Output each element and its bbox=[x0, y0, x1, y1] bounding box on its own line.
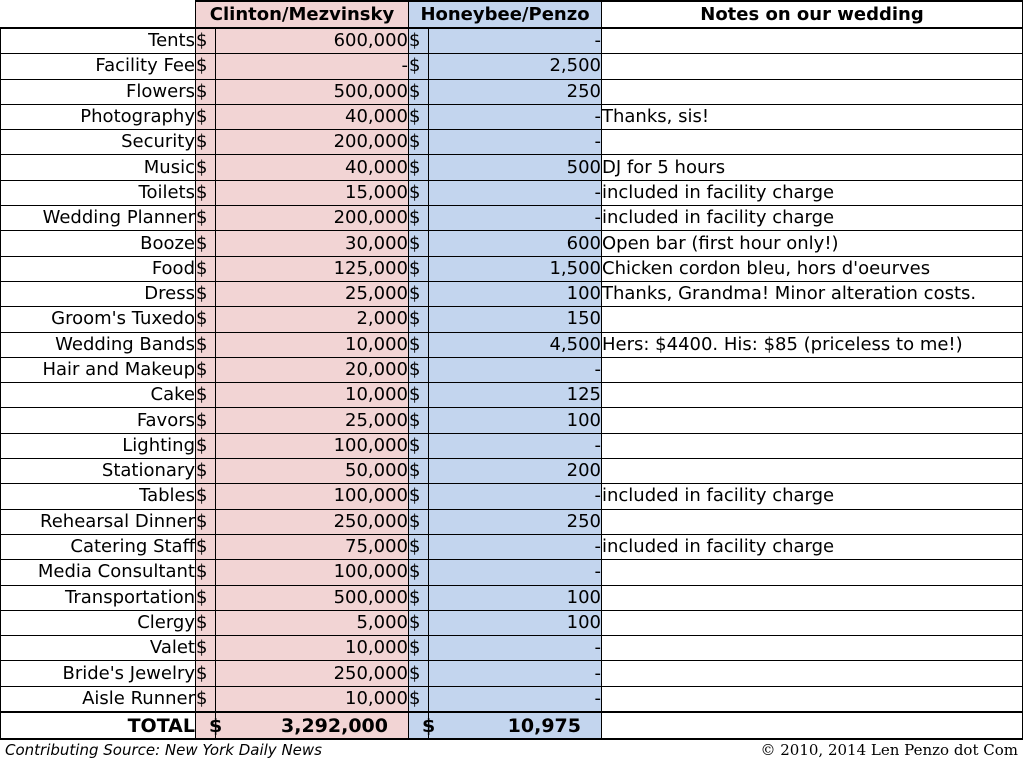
row-honeybee-value: - bbox=[429, 28, 602, 54]
total-note bbox=[602, 712, 1023, 739]
row-item-label: Facility Fee bbox=[1, 54, 196, 79]
row-clinton-value: 75,000 bbox=[216, 534, 409, 559]
table-row bbox=[1, 307, 1023, 332]
row-honeybee-currency: $ bbox=[409, 104, 429, 129]
row-honeybee-value: - bbox=[429, 534, 602, 559]
row-note bbox=[602, 585, 1023, 610]
table-row bbox=[1, 408, 1023, 433]
row-item-label: Media Consultant bbox=[1, 560, 196, 585]
row-honeybee-currency: $ bbox=[409, 130, 429, 155]
row-item-label: Tables bbox=[1, 484, 196, 509]
row-item-label: Favors bbox=[1, 408, 196, 433]
table-row bbox=[1, 281, 1023, 306]
row-honeybee-currency: $ bbox=[409, 180, 429, 205]
row-clinton-currency: $ bbox=[196, 206, 216, 231]
row-note bbox=[602, 357, 1023, 382]
row-honeybee-currency: $ bbox=[409, 231, 429, 256]
row-honeybee-value: 250 bbox=[429, 79, 602, 104]
row-item-label: Tents bbox=[1, 28, 196, 54]
row-item-label: Bride's Jewelry bbox=[1, 661, 196, 686]
row-honeybee-currency: $ bbox=[409, 408, 429, 433]
row-clinton-currency: $ bbox=[196, 54, 216, 79]
row-item-label: Clergy bbox=[1, 610, 196, 635]
row-honeybee-value: - bbox=[429, 130, 602, 155]
row-clinton-currency: $ bbox=[196, 332, 216, 357]
row-clinton-currency: $ bbox=[196, 686, 216, 712]
row-item-label: Wedding Bands bbox=[1, 332, 196, 357]
row-honeybee-currency: $ bbox=[409, 383, 429, 408]
row-note bbox=[602, 686, 1023, 712]
row-clinton-currency: $ bbox=[196, 155, 216, 180]
footer bbox=[0, 739, 1022, 761]
row-item-label: Rehearsal Dinner bbox=[1, 509, 196, 534]
row-clinton-value: 40,000 bbox=[216, 155, 409, 180]
row-note bbox=[602, 79, 1023, 104]
total-honeybee-currency: $ bbox=[409, 712, 429, 739]
row-honeybee-currency: $ bbox=[409, 28, 429, 54]
table-row bbox=[1, 206, 1023, 231]
row-note: Open bar (first hour only!) bbox=[602, 231, 1023, 256]
table-row bbox=[1, 79, 1023, 104]
row-item-label: Valet bbox=[1, 636, 196, 661]
row-honeybee-value: 500 bbox=[429, 155, 602, 180]
row-honeybee-value: 2,500 bbox=[429, 54, 602, 79]
header-row bbox=[1, 1, 1023, 28]
row-note bbox=[602, 433, 1023, 458]
row-note: Thanks, Grandma! Minor alteration costs. bbox=[602, 281, 1023, 306]
row-note bbox=[602, 383, 1023, 408]
table-row bbox=[1, 433, 1023, 458]
row-clinton-currency: $ bbox=[196, 484, 216, 509]
table-row bbox=[1, 383, 1023, 408]
table-row bbox=[1, 54, 1023, 79]
row-clinton-value: 15,000 bbox=[216, 180, 409, 205]
row-note: included in facility charge bbox=[602, 206, 1023, 231]
row-clinton-currency: $ bbox=[196, 130, 216, 155]
row-honeybee-currency: $ bbox=[409, 155, 429, 180]
row-item-label: Food bbox=[1, 256, 196, 281]
row-clinton-value: 600,000 bbox=[216, 28, 409, 54]
row-honeybee-value: - bbox=[429, 484, 602, 509]
total-label: TOTAL bbox=[1, 712, 196, 739]
row-clinton-value: 10,000 bbox=[216, 332, 409, 357]
table-row bbox=[1, 534, 1023, 559]
table-row bbox=[1, 104, 1023, 129]
row-item-label: Dress bbox=[1, 281, 196, 306]
row-honeybee-value: 100 bbox=[429, 585, 602, 610]
row-item-label: Security bbox=[1, 130, 196, 155]
row-clinton-currency: $ bbox=[196, 661, 216, 686]
table-row bbox=[1, 180, 1023, 205]
row-note bbox=[602, 28, 1023, 54]
table-row bbox=[1, 256, 1023, 281]
row-note: DJ for 5 hours bbox=[602, 155, 1023, 180]
header-blank-cell bbox=[1, 1, 196, 28]
row-honeybee-currency: $ bbox=[409, 206, 429, 231]
row-honeybee-value: 100 bbox=[429, 610, 602, 635]
row-honeybee-value: - bbox=[429, 206, 602, 231]
row-honeybee-currency: $ bbox=[409, 307, 429, 332]
row-clinton-currency: $ bbox=[196, 281, 216, 306]
row-clinton-value: 50,000 bbox=[216, 459, 409, 484]
row-clinton-value: 100,000 bbox=[216, 433, 409, 458]
row-clinton-value: 100,000 bbox=[216, 484, 409, 509]
row-clinton-currency: $ bbox=[196, 509, 216, 534]
row-clinton-value: 200,000 bbox=[216, 130, 409, 155]
row-clinton-value: 200,000 bbox=[216, 206, 409, 231]
row-clinton-currency: $ bbox=[196, 383, 216, 408]
row-item-label: Transportation bbox=[1, 585, 196, 610]
row-clinton-value: 20,000 bbox=[216, 357, 409, 382]
row-honeybee-currency: $ bbox=[409, 636, 429, 661]
row-honeybee-currency: $ bbox=[409, 433, 429, 458]
table-row bbox=[1, 509, 1023, 534]
row-item-label: Hair and Makeup bbox=[1, 357, 196, 382]
row-item-label: Wedding Planner bbox=[1, 206, 196, 231]
row-honeybee-value: - bbox=[429, 433, 602, 458]
row-item-label: Flowers bbox=[1, 79, 196, 104]
row-honeybee-value: 250 bbox=[429, 509, 602, 534]
row-honeybee-currency: $ bbox=[409, 560, 429, 585]
row-clinton-currency: $ bbox=[196, 256, 216, 281]
row-item-label: Lighting bbox=[1, 433, 196, 458]
row-honeybee-currency: $ bbox=[409, 357, 429, 382]
row-honeybee-currency: $ bbox=[409, 661, 429, 686]
total-clinton-currency: $ bbox=[196, 712, 216, 739]
row-note bbox=[602, 661, 1023, 686]
row-clinton-currency: $ bbox=[196, 534, 216, 559]
row-note: Thanks, sis! bbox=[602, 104, 1023, 129]
row-honeybee-currency: $ bbox=[409, 54, 429, 79]
row-clinton-value: 250,000 bbox=[216, 509, 409, 534]
row-honeybee-value: 600 bbox=[429, 231, 602, 256]
row-note bbox=[602, 560, 1023, 585]
row-note: included in facility charge bbox=[602, 534, 1023, 559]
row-honeybee-value: 150 bbox=[429, 307, 602, 332]
row-honeybee-currency: $ bbox=[409, 79, 429, 104]
row-clinton-currency: $ bbox=[196, 357, 216, 382]
table-body bbox=[1, 28, 1023, 712]
row-item-label: Photography bbox=[1, 104, 196, 129]
row-honeybee-currency: $ bbox=[409, 585, 429, 610]
row-note bbox=[602, 408, 1023, 433]
table-row bbox=[1, 686, 1023, 712]
row-note bbox=[602, 509, 1023, 534]
row-honeybee-value: 100 bbox=[429, 408, 602, 433]
source-credit: Contributing Source: New York Daily News bbox=[5, 741, 322, 759]
table-row bbox=[1, 155, 1023, 180]
row-clinton-currency: $ bbox=[196, 28, 216, 54]
row-note: included in facility charge bbox=[602, 180, 1023, 205]
row-clinton-value: 125,000 bbox=[216, 256, 409, 281]
row-honeybee-value: - bbox=[429, 686, 602, 712]
row-note bbox=[602, 636, 1023, 661]
row-note: Chicken cordon bleu, hors d'oeurves bbox=[602, 256, 1023, 281]
row-clinton-value: 10,000 bbox=[216, 383, 409, 408]
total-honeybee-value: 10,975 bbox=[429, 712, 602, 739]
copyright-notice: © 2010, 2014 Len Penzo dot Com bbox=[760, 741, 1018, 759]
row-clinton-value: 10,000 bbox=[216, 686, 409, 712]
row-clinton-value: 5,000 bbox=[216, 610, 409, 635]
row-note: Hers: $4400. His: $85 (priceless to me!) bbox=[602, 332, 1023, 357]
header-notes: Notes on our wedding bbox=[602, 1, 1023, 28]
row-clinton-currency: $ bbox=[196, 307, 216, 332]
row-item-label: Music bbox=[1, 155, 196, 180]
table-row bbox=[1, 610, 1023, 635]
row-honeybee-value: - bbox=[429, 104, 602, 129]
table-row bbox=[1, 130, 1023, 155]
row-clinton-currency: $ bbox=[196, 408, 216, 433]
row-honeybee-value: 4,500 bbox=[429, 332, 602, 357]
header-honeybee: Honeybee/Penzo bbox=[409, 1, 602, 28]
row-honeybee-currency: $ bbox=[409, 281, 429, 306]
row-item-label: Stationary bbox=[1, 459, 196, 484]
row-note bbox=[602, 610, 1023, 635]
row-honeybee-currency: $ bbox=[409, 256, 429, 281]
row-clinton-currency: $ bbox=[196, 560, 216, 585]
row-note bbox=[602, 459, 1023, 484]
row-honeybee-currency: $ bbox=[409, 509, 429, 534]
row-clinton-value: 100,000 bbox=[216, 560, 409, 585]
row-honeybee-value: 100 bbox=[429, 281, 602, 306]
row-honeybee-value: - bbox=[429, 560, 602, 585]
row-clinton-value: 500,000 bbox=[216, 79, 409, 104]
row-clinton-value: 2,000 bbox=[216, 307, 409, 332]
table-row bbox=[1, 231, 1023, 256]
row-clinton-value: 250,000 bbox=[216, 661, 409, 686]
row-honeybee-currency: $ bbox=[409, 610, 429, 635]
row-clinton-currency: $ bbox=[196, 433, 216, 458]
row-clinton-value: 40,000 bbox=[216, 104, 409, 129]
row-clinton-value: - bbox=[216, 54, 409, 79]
table-row bbox=[1, 357, 1023, 382]
row-clinton-currency: $ bbox=[196, 610, 216, 635]
row-note bbox=[602, 54, 1023, 79]
row-clinton-currency: $ bbox=[196, 79, 216, 104]
total-clinton-value: 3,292,000 bbox=[216, 712, 409, 739]
total-row bbox=[1, 712, 1023, 739]
table-row bbox=[1, 28, 1023, 54]
row-honeybee-currency: $ bbox=[409, 484, 429, 509]
row-note bbox=[602, 130, 1023, 155]
row-honeybee-currency: $ bbox=[409, 459, 429, 484]
row-honeybee-value: 125 bbox=[429, 383, 602, 408]
table-row bbox=[1, 585, 1023, 610]
row-note bbox=[602, 307, 1023, 332]
row-clinton-value: 25,000 bbox=[216, 408, 409, 433]
table-row bbox=[1, 560, 1023, 585]
row-honeybee-value: - bbox=[429, 661, 602, 686]
row-item-label: Groom's Tuxedo bbox=[1, 307, 196, 332]
row-honeybee-value: - bbox=[429, 636, 602, 661]
table-row bbox=[1, 636, 1023, 661]
row-clinton-currency: $ bbox=[196, 104, 216, 129]
row-honeybee-value: 200 bbox=[429, 459, 602, 484]
row-honeybee-currency: $ bbox=[409, 534, 429, 559]
table-row bbox=[1, 484, 1023, 509]
row-clinton-value: 500,000 bbox=[216, 585, 409, 610]
table-row bbox=[1, 332, 1023, 357]
row-honeybee-value: - bbox=[429, 357, 602, 382]
row-honeybee-currency: $ bbox=[409, 686, 429, 712]
row-item-label: Catering Staff bbox=[1, 534, 196, 559]
row-item-label: Aisle Runner bbox=[1, 686, 196, 712]
row-clinton-currency: $ bbox=[196, 231, 216, 256]
row-honeybee-value: 1,500 bbox=[429, 256, 602, 281]
row-clinton-currency: $ bbox=[196, 180, 216, 205]
row-clinton-value: 10,000 bbox=[216, 636, 409, 661]
row-item-label: Cake bbox=[1, 383, 196, 408]
row-clinton-currency: $ bbox=[196, 636, 216, 661]
row-clinton-currency: $ bbox=[196, 585, 216, 610]
row-honeybee-currency: $ bbox=[409, 332, 429, 357]
table-row bbox=[1, 459, 1023, 484]
header-clinton: Clinton/Mezvinsky bbox=[196, 1, 409, 28]
row-honeybee-value: - bbox=[429, 180, 602, 205]
row-clinton-value: 25,000 bbox=[216, 281, 409, 306]
row-note: included in facility charge bbox=[602, 484, 1023, 509]
row-item-label: Toilets bbox=[1, 180, 196, 205]
table-row bbox=[1, 661, 1023, 686]
row-item-label: Booze bbox=[1, 231, 196, 256]
row-clinton-currency: $ bbox=[196, 459, 216, 484]
row-clinton-value: 30,000 bbox=[216, 231, 409, 256]
